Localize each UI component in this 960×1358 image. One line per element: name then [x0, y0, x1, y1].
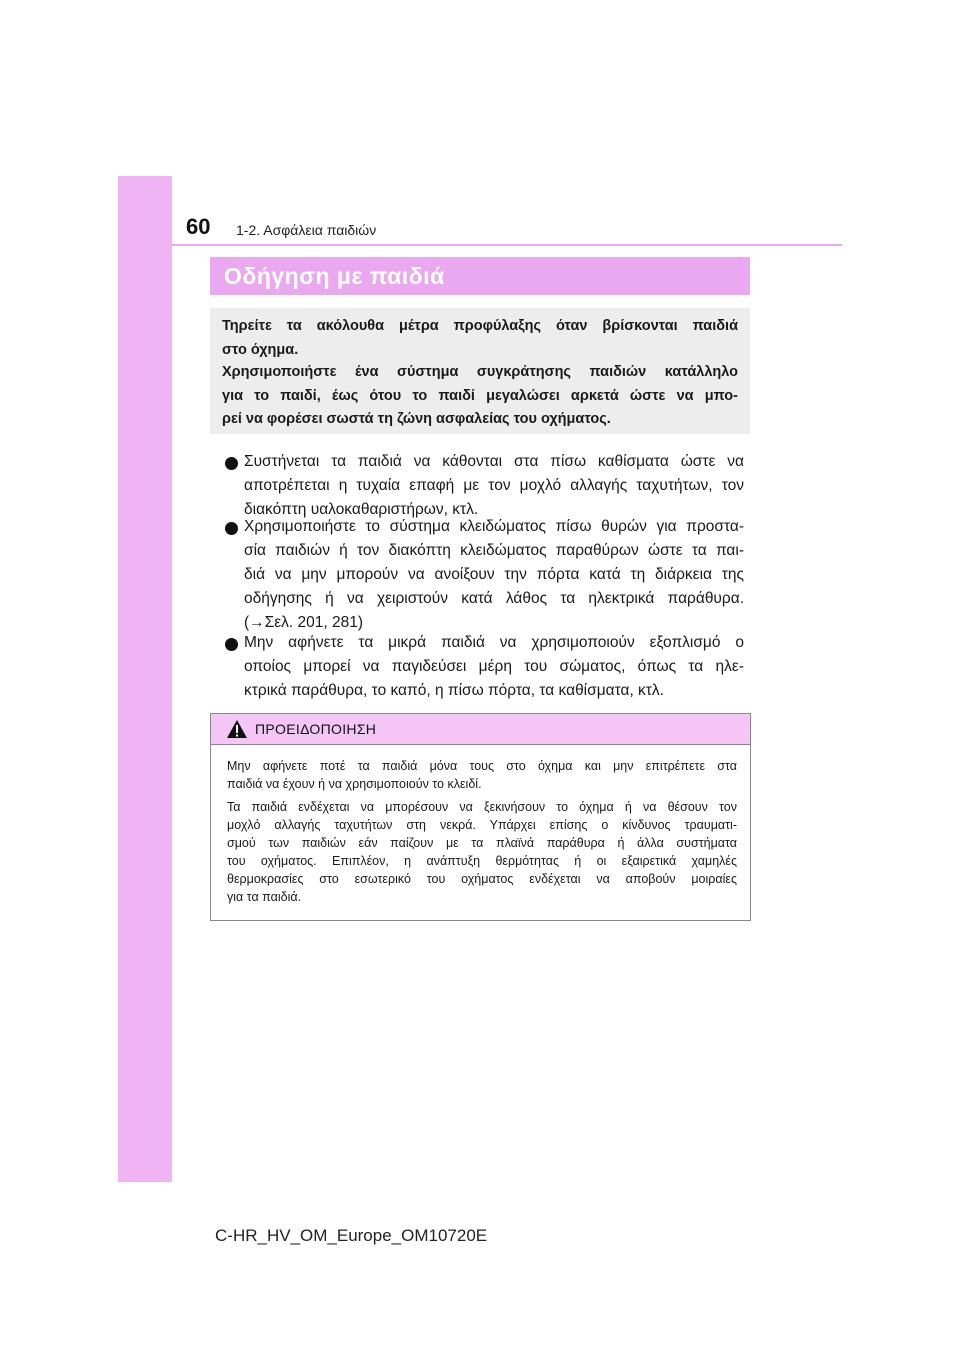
warning-line: για τα παιδιά. — [227, 890, 302, 904]
header-rule — [172, 244, 842, 246]
warning-line: παιδιά να έχουν ή να χρησιμοποιούν το κλειδί. — [227, 777, 482, 791]
intro-line: Χρησιμοποιήστε ένα σύστημα συγκράτησης παιδιών κατάλληλο — [222, 364, 738, 380]
warning-header — [211, 714, 750, 745]
intro-line: Τηρείτε τα ακόλουθα μέτρα προφύλαξης όταν βρίσκονται παιδιά — [222, 318, 738, 334]
warning-line: θερμοκρασίες στο εσωτερικό του οχήματος ενδέχεται να αποβούν μοιραίες — [227, 872, 737, 886]
bullet-line: κτρικά παράθυρα, το καπό, η πίσω πόρτα, τα καθίσματα, κτλ. — [244, 682, 664, 699]
bullet-line: οποίος μπορεί να παγιδεύσει μέρη του σώματος, όπως τα ηλε- — [244, 658, 744, 675]
bullet-line: (→Σελ. 201, 281) — [244, 614, 364, 631]
page-number: 60 — [186, 214, 211, 239]
intro-line: στο όχημα. — [222, 342, 299, 358]
warning-line: Μην αφήνετε ποτέ τα παιδιά μόνα τους στο όχημα και μην επιτρέπετε στα — [227, 759, 737, 773]
side-strip — [118, 176, 172, 1182]
warning-box — [210, 713, 751, 921]
bullet-line: διακόπτη υαλοκαθαριστήρων, κτλ. — [244, 501, 479, 518]
title-bar — [210, 257, 750, 295]
bullet-line: οδήγησης ή να χειριστούν κατά λάθος τα ηλεκτρικά παράθυρα. — [244, 590, 744, 607]
bullet-line: αποτρέπεται η τυχαία επαφή με τον μοχλό αλλαγής ταχυτήτων, τον — [244, 477, 744, 494]
bullet-icon — [225, 520, 243, 538]
warning-line: Τα παιδιά ενδέχεται να μπορέσουν να ξεκινήσουν το όχημα ή να θέσουν τον — [227, 800, 737, 814]
bullet-line: Συστήνεται τα παιδιά να κάθονται στα πίσω καθίσματα ώστε να — [244, 453, 744, 470]
warning-line: σμού των παιδιών εάν παίζουν με τα πλαϊνά παράθυρα ή άλλα συστήματα — [227, 836, 737, 850]
section-reference: 1-2. Ασφάλεια παιδιών — [236, 222, 377, 238]
bullet-line: διά να μην μπορούν να ανοίξουν την πόρτα κατά τη διάρκεια της — [244, 566, 744, 583]
bullet-icon — [225, 455, 243, 473]
warning-title: ΠΡΟΕΙΔΟΠΟΙΗΣΗ — [255, 721, 377, 737]
intro-line: για το παιδί, έως ότου το παιδί μεγαλώσει αρκετά ώστε να μπο- — [222, 388, 738, 404]
warning-triangle-icon — [226, 719, 248, 739]
intro-box — [210, 308, 750, 434]
warning-line: του οχήματος. Επιπλέον, η ανάπτυξη θερμότητας ή οι εξαιρετικά χαμηλές — [227, 854, 737, 868]
document-code: C-HR_HV_OM_Europe_OM10720E — [215, 1226, 488, 1245]
bullet-line: σία παιδιών ή τον διακόπτη κλειδώματος παραθύρων ώστε τα παι- — [244, 542, 744, 559]
bullet-icon — [225, 636, 243, 654]
bullet-line: Χρησιμοποιήστε το σύστημα κλειδώματος πίσω θυρών για προστα- — [244, 518, 744, 535]
page-title: Οδήγηση με παιδιά — [224, 263, 445, 289]
intro-line: ρεί να φορέσει σωστά τη ζώνη ασφαλείας του οχήματος. — [222, 411, 611, 427]
warning-line: μοχλό αλλαγής ταχυτήτων στη νεκρά. Υπάρχει επίσης ο κίνδυνος τραυματι- — [227, 818, 737, 832]
bullet-line: Μην αφήνετε τα μικρά παιδιά να χρησιμοποιούν εξοπλισμό ο — [244, 634, 744, 651]
